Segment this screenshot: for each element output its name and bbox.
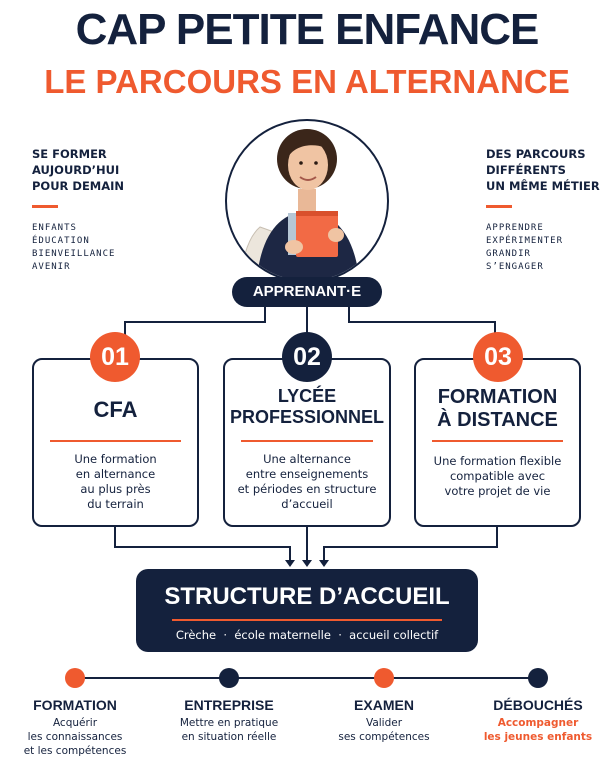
path-description-line: Une alternance: [263, 452, 351, 466]
path-description-line: Une formation flexible: [433, 454, 562, 468]
path-description: [32, 452, 199, 512]
step-title: FORMATION: [33, 697, 117, 713]
path-description-line: Une formation: [74, 452, 157, 466]
right-dash: [486, 205, 512, 208]
path-description-line: au plus près: [80, 482, 151, 496]
right-heading-line: DIFFÉRENTS: [486, 163, 566, 177]
path-number: 02: [282, 332, 332, 382]
right-heading-line: DES PARCOURS: [486, 147, 586, 161]
keyword: ENFANTS: [32, 223, 77, 233]
step-description-line: Accompagner: [497, 717, 579, 729]
path-title-line: CFA: [93, 397, 138, 422]
path-divider: [432, 440, 563, 442]
right-heading: [486, 146, 600, 194]
keyword: ÉDUCATION: [32, 236, 90, 246]
path-title-line: À DISTANCE: [437, 409, 558, 431]
keyword: AVENIR: [32, 262, 71, 272]
step-description-line: les connaissances: [27, 731, 123, 743]
path-description-line: du terrain: [87, 497, 144, 511]
step-description: [15, 716, 135, 758]
left-heading-line: POUR DEMAIN: [32, 179, 125, 193]
path-title: [414, 386, 581, 432]
structure-box: [136, 569, 478, 652]
keyword: GRANDIR: [486, 249, 531, 259]
structure-subtitle: Crèche · école maternelle · accueil collectif: [175, 628, 439, 642]
step-description: [478, 716, 598, 744]
path-number: 01: [90, 332, 140, 382]
path-description: [414, 454, 581, 499]
step-title: ENTREPRISE: [184, 697, 274, 713]
path-divider: [241, 440, 373, 442]
step-description-line: Valider: [365, 717, 403, 729]
path-description-line: compatible avec: [449, 469, 546, 483]
step-formation: [15, 697, 135, 758]
path-title-line: LYCÉE: [277, 386, 337, 406]
keyword: APPRENDRE: [486, 223, 544, 233]
left-heading-line: AUJOURD’HUI: [32, 163, 120, 177]
path-description-line: d’accueil: [281, 497, 333, 511]
step-description-line: et les compétences: [23, 745, 127, 757]
structure-title: STRUCTURE D’ACCUEIL: [164, 583, 450, 610]
left-heading: [32, 146, 124, 194]
step-description-line: en situation réelle: [181, 731, 277, 743]
path-title-line: PROFESSIONNEL: [229, 407, 385, 427]
timeline-dot: [528, 668, 548, 688]
path-divider: [50, 440, 181, 442]
path-description-line: votre projet de vie: [444, 484, 551, 498]
learner-label: APPRENANT·E: [232, 277, 382, 307]
keyword: S’ENGAGER: [486, 262, 544, 272]
step-title: DÉBOUCHÉS: [493, 697, 583, 713]
path-number: 03: [473, 332, 523, 382]
step-description-line: Mettre en pratique: [179, 717, 279, 729]
path-title-line: FORMATION: [437, 386, 558, 408]
step-debouches: [478, 697, 598, 744]
left-heading-line: SE FORMER: [32, 147, 107, 161]
path-description-line: et périodes en structure: [237, 482, 377, 496]
left-dash: [32, 205, 58, 208]
student-illustration: [208, 117, 406, 287]
left-keywords: [32, 222, 115, 274]
step-entreprise: [169, 697, 289, 744]
step-description: [324, 716, 444, 744]
step-examen: [324, 697, 444, 744]
path-title: [32, 398, 199, 422]
path-description-line: en alternance: [75, 467, 156, 481]
page-subtitle: LE PARCOURS EN ALTERNANCE: [44, 63, 570, 100]
path-title: [223, 386, 391, 428]
timeline-dot: [374, 668, 394, 688]
timeline-dot: [65, 668, 85, 688]
keyword: EXPÉRIMENTER: [486, 236, 564, 246]
right-keywords: [486, 222, 563, 274]
step-title: EXAMEN: [354, 697, 414, 713]
step-description-line: les jeunes enfants: [483, 731, 593, 743]
step-description: [169, 716, 289, 744]
structure-divider: [172, 619, 442, 621]
timeline-dot: [219, 668, 239, 688]
path-description: [223, 452, 391, 512]
path-description-line: entre enseignements: [245, 467, 369, 481]
step-description-line: ses compétences: [338, 731, 430, 743]
page-title: CAP PETITE ENFANCE: [75, 5, 539, 54]
right-heading-line: UN MÊME MÉTIER: [486, 179, 600, 193]
path-card-distance: [414, 358, 581, 527]
step-description-line: Acquérir: [52, 717, 98, 729]
keyword: BIENVEILLANCE: [32, 249, 116, 259]
